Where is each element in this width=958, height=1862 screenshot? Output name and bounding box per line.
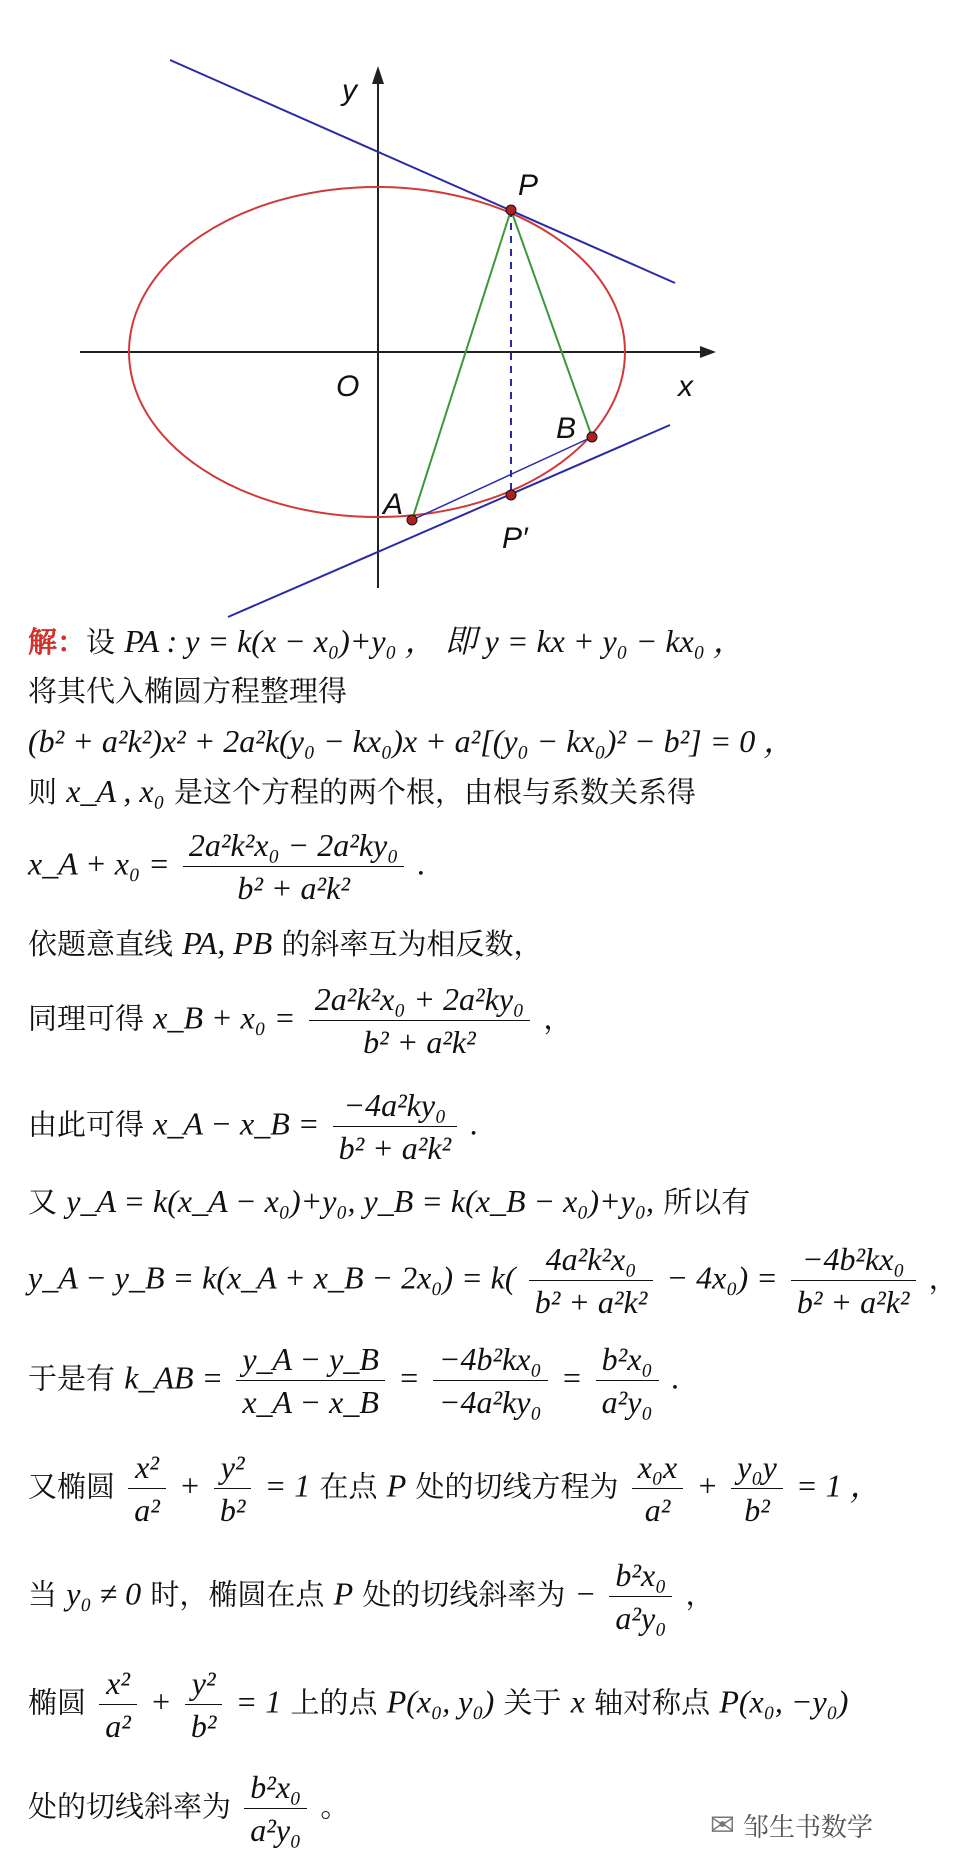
l14a: 椭圆 — [28, 1685, 87, 1720]
solution-line-1 — [28, 622, 745, 661]
l12a: 又椭圆 — [28, 1469, 116, 1504]
x-axis-arrow — [700, 346, 716, 358]
l10-lhs: y_A − y_B = k(x_A + x_B − 2x₀) = k( — [28, 1259, 516, 1296]
l9a: 又 — [28, 1185, 58, 1219]
l6b: PA, PB — [182, 925, 273, 961]
label-b: B — [556, 412, 577, 445]
l12-g2d: b² — [744, 1492, 770, 1528]
l15-frac — [244, 1768, 307, 1849]
l11-eq2: = — [560, 1359, 583, 1396]
label-x: x — [678, 370, 693, 403]
label-p-prime: P′ — [502, 522, 528, 555]
l11a: 于是有 — [28, 1361, 116, 1396]
solution-line-14 — [28, 1664, 848, 1745]
l15-tail: 。 — [320, 1789, 350, 1824]
l8-tail: . — [470, 1105, 479, 1142]
l14-eq: = 1 — [235, 1683, 282, 1720]
l12-f1d: a² — [134, 1492, 160, 1528]
l11-den1: x_A − x_B — [242, 1384, 379, 1420]
l4c: 是这个方程的两个根，由根与系数关系得 — [173, 775, 696, 809]
l12-f1n: x² — [128, 1448, 166, 1489]
l5-num: 2a²k²x₀ − 2a²ky₀ — [183, 826, 404, 867]
l11-frac2 — [433, 1340, 548, 1421]
solution-line-10 — [28, 1240, 958, 1321]
solution-line-8 — [28, 1086, 478, 1167]
solution-line-2 — [28, 672, 347, 710]
l11-num2: −4b²kx₀ — [433, 1340, 548, 1381]
solution-line-9 — [28, 1182, 750, 1221]
y-axis-arrow — [372, 66, 384, 84]
l14d: 关于 — [503, 1685, 562, 1720]
l2-text: 将其代入椭圆方程整理得 — [28, 674, 348, 708]
l12-frac1 — [128, 1448, 166, 1529]
point-p-prime — [506, 490, 516, 500]
l10-frac1 — [529, 1240, 654, 1321]
l7-num: 2a²k²x₀ + 2a²ky₀ — [309, 980, 530, 1021]
solution-line-15 — [28, 1768, 349, 1849]
wechat-icon: ✉ — [709, 1808, 735, 1843]
l10-den1: b² + a²k² — [534, 1284, 648, 1320]
l7-frac — [309, 980, 530, 1061]
l8-lhs: x_A − x_B = — [153, 1105, 320, 1142]
l12-plus2: + — [696, 1467, 719, 1504]
l10-frac2 — [791, 1240, 916, 1321]
l11-tail: . — [671, 1359, 680, 1396]
l11-den3: a²y₀ — [601, 1384, 653, 1420]
ellipse-figure — [0, 0, 903, 610]
solution-line-6 — [28, 924, 543, 963]
solution-line-11 — [28, 1340, 680, 1421]
l4b: x_A , x₀ — [66, 773, 165, 809]
l4a: 则 — [28, 775, 58, 809]
l12-eq: = 1 — [264, 1467, 311, 1504]
l12-frac4 — [731, 1448, 783, 1529]
l8-num: −4a²ky₀ — [333, 1086, 458, 1127]
l5-tail: . — [417, 845, 426, 882]
l11-frac1 — [236, 1340, 385, 1421]
l14-f2n: y² — [185, 1664, 223, 1705]
l10-mid: − 4x₀) = — [666, 1259, 778, 1296]
l5-den: b² + a²k² — [237, 870, 350, 906]
l11-num1: y_A − y_B — [236, 1340, 385, 1381]
l14g: P(x₀, −y₀) — [719, 1683, 849, 1720]
solution-line-13 — [28, 1556, 715, 1637]
l14-f1d: a² — [105, 1708, 131, 1744]
l14-f1n: x² — [99, 1664, 137, 1705]
l14-frac1 — [99, 1664, 137, 1745]
l15-num: b²x₀ — [244, 1768, 307, 1809]
point-p — [506, 205, 516, 215]
point-a — [407, 515, 417, 525]
l11-den2: −4a²ky₀ — [438, 1384, 542, 1420]
l13d: P — [333, 1575, 354, 1612]
l12-frac2 — [214, 1448, 252, 1529]
l9b: y_A = k(x_A − x₀)+y₀, y_B = k(x_B − x₀)+y₀, — [66, 1183, 654, 1219]
l8-frac — [333, 1086, 458, 1167]
label-y: y — [342, 74, 357, 107]
l13-tail: ， — [685, 1577, 715, 1612]
chord-pa — [412, 210, 511, 520]
l7a: 同理可得 — [28, 1001, 145, 1036]
l7-lhs: x_B + x₀ = — [153, 999, 296, 1036]
l12d: 处的切线方程为 — [415, 1469, 619, 1504]
l13-den: a²y₀ — [615, 1600, 667, 1636]
l11-num3: b²x₀ — [596, 1340, 659, 1381]
l14-plus: + — [150, 1683, 172, 1720]
l13e: 处的切线斜率为 — [362, 1577, 566, 1612]
l15-den: a²y₀ — [250, 1812, 302, 1848]
label-a: A — [383, 488, 404, 521]
l13a: 当 — [28, 1577, 58, 1612]
label-p: P — [518, 169, 539, 202]
l12-plus: + — [179, 1467, 201, 1504]
l8a: 由此可得 — [28, 1107, 145, 1142]
l14e: x — [570, 1683, 585, 1720]
solution-line-4 — [28, 772, 696, 811]
l14f: 轴对称点 — [594, 1685, 711, 1720]
l9c: 所以有 — [663, 1185, 751, 1219]
l3-math: (b² + a²k²)x² + 2a²k(y₀ − kx₀)x + a²[(y₀ − kx₀)² − b²] = 0 ， — [28, 723, 796, 759]
l12-eq2: = 1 ， — [796, 1467, 882, 1504]
solution-line-7 — [28, 980, 572, 1061]
l12-f2d: b² — [219, 1492, 246, 1528]
l10-num2: −4b²kx₀ — [791, 1240, 916, 1281]
l6a: 依题意直线 — [28, 927, 174, 961]
l10-tail: ， — [928, 1261, 958, 1296]
l13-num: b²x₀ — [609, 1556, 672, 1597]
l12c: P — [386, 1467, 407, 1504]
solution-line-5 — [28, 826, 426, 907]
solution-line-3 — [28, 722, 795, 761]
l14-f2d: b² — [190, 1708, 217, 1744]
l13c: 时，椭圆在点 — [150, 1577, 325, 1612]
l15a: 处的切线斜率为 — [28, 1789, 232, 1824]
solution-line-12 — [28, 1448, 882, 1529]
l12-frac3 — [632, 1448, 684, 1529]
tangent-line-at-p — [170, 60, 675, 283]
l11-frac3 — [596, 1340, 659, 1421]
l14-frac2 — [185, 1664, 223, 1745]
l11-eq1: = — [398, 1359, 420, 1396]
l10-den2: b² + a²k² — [796, 1284, 910, 1320]
tangent-line-at-p-prime — [228, 425, 670, 617]
l12-g2n: y₀y — [731, 1448, 783, 1489]
watermark — [710, 1807, 873, 1844]
l7-den: b² + a²k² — [363, 1024, 476, 1060]
chord-ab — [412, 437, 592, 520]
l12b: 在点 — [319, 1469, 378, 1504]
l10-num1: 4a²k²x₀ — [529, 1240, 654, 1281]
watermark-text: 邹生书数学 — [742, 1813, 873, 1843]
l14c: P(x₀, y₀) — [386, 1683, 495, 1720]
l8-den: b² + a²k² — [338, 1130, 452, 1166]
l6c: 的斜率互为相反数， — [281, 927, 543, 961]
l1-text: 设 — [86, 625, 116, 659]
l12-g1d: a² — [644, 1492, 671, 1528]
solution-label: 解： — [28, 625, 87, 659]
l13b: y₀ ≠ 0 — [66, 1575, 142, 1612]
l12-g1n: x₀x — [632, 1448, 684, 1489]
l13-minus: − — [574, 1575, 597, 1612]
l5-lhs: x_A + x₀ = — [28, 845, 170, 882]
point-b — [587, 432, 597, 442]
label-origin: O — [336, 370, 360, 403]
l13-frac — [609, 1556, 672, 1637]
l14b: 上的点 — [290, 1685, 378, 1720]
l5-frac — [183, 826, 404, 907]
l7-tail: ， — [543, 1001, 573, 1036]
l11-lhs: k_AB = — [124, 1359, 224, 1396]
l1-math: PA : y = k(x − x₀)+y₀ ， 即 y = kx + y₀ − kx₀ ， — [124, 623, 745, 659]
l12-f2n: y² — [214, 1448, 252, 1489]
chord-pb — [511, 210, 592, 437]
